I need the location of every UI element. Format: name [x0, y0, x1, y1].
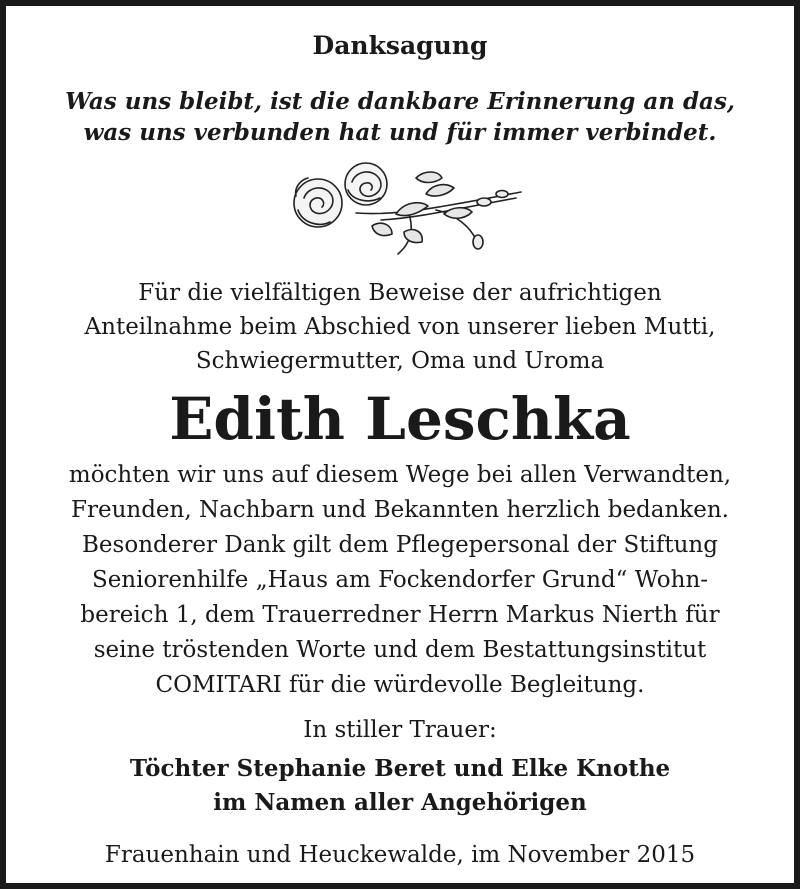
- body-line: seine tröstenden Worte und dem Bestattungsinstitut: [93, 637, 707, 663]
- place-date: Frauenhain und Heuckewalde, im November 2015: [104, 842, 696, 868]
- body-line: Freunden, Nachbarn und Bekannten herzlich bedanken.: [71, 497, 729, 523]
- thanks-body: [16, 458, 784, 703]
- intro-line: Schwiegermutter, Oma und Uroma: [195, 348, 605, 374]
- notice-title: Danksagung: [312, 31, 488, 60]
- body-line: bereich 1, dem Trauerredner Herrn Markus Nierth für: [80, 602, 720, 628]
- body-line: COMITARI für die würdevolle Begleitung.: [155, 672, 645, 698]
- family-line: Töchter Stephanie Beret und Elke Knothe: [129, 755, 671, 782]
- intro-line: Für die vielfältigen Beweise der aufrichtigen: [138, 280, 662, 306]
- motto-quote: [6, 86, 794, 148]
- motto-line: was uns verbunden hat und für immer verbindet.: [83, 119, 717, 146]
- body-line: Besonderer Dank gilt dem Pflegepersonal der Stiftung: [82, 532, 718, 558]
- roses-icon: [286, 158, 526, 258]
- deceased-name: Edith Leschka: [169, 385, 631, 453]
- intro-line: Anteilnahme beim Abschied von unserer lieben Mutti,: [84, 314, 716, 340]
- mourning-label: In stiller Trauer:: [303, 717, 497, 743]
- family-line: im Namen aller Angehörigen: [213, 789, 587, 816]
- family-signature: [6, 752, 794, 820]
- intro-text: [6, 276, 794, 378]
- motto-line: Was uns bleibt, ist die dankbare Erinnerung an das,: [65, 88, 735, 115]
- body-line: möchten wir uns auf diesem Wege bei allen Verwandten,: [68, 462, 732, 488]
- body-line: Seniorenhilfe „Haus am Fockendorfer Grund“ Wohn-: [91, 567, 709, 593]
